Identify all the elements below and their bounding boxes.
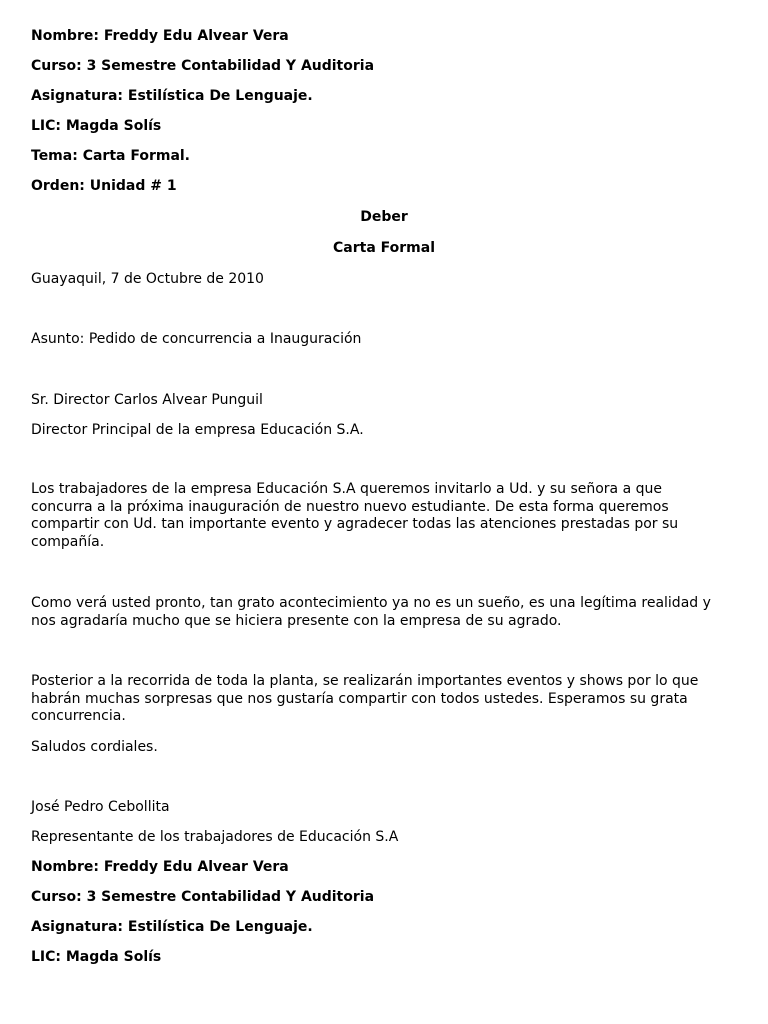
title-deber: Deber xyxy=(360,209,408,225)
recipient-name: Sr. Director Carlos Alvear Punguil xyxy=(31,392,263,408)
signer-name: José Pedro Cebollita xyxy=(31,799,170,815)
paragraph-line: concurrencia. xyxy=(31,708,126,725)
paragraph-line: Los trabajadores de la empresa Educación S.A queremos invitarlo a Ud. y su señora a que xyxy=(31,481,662,497)
letter-closing: Saludos cordiales. xyxy=(31,739,158,755)
paragraph-line: habrán muchas sorpresas que nos gustaría compartir con todos ustedes. Esperamos su grata xyxy=(31,690,688,707)
header-orden: Orden: Unidad # 1 xyxy=(31,178,177,194)
paragraph-line: concurra a la próxima inauguración de nuestro nuevo estudiante. De esta forma queremos xyxy=(31,498,669,515)
footer-lic: LIC: Magda Solís xyxy=(31,949,162,965)
letter-date: Guayaquil, 7 de Octubre de 2010 xyxy=(31,271,264,287)
title-carta-formal: Carta Formal xyxy=(333,240,435,256)
header-curso: Curso: 3 Semestre Contabilidad Y Auditoria xyxy=(31,58,375,74)
paragraph-line: Posterior a la recorrida de toda la planta, se realizarán importantes eventos y shows por lo que xyxy=(31,673,699,689)
footer-nombre: Nombre: Freddy Edu Alvear Vera xyxy=(31,859,289,875)
paragraph-invitation xyxy=(31,481,741,551)
paragraph-line: compañía. xyxy=(31,533,105,550)
signer-title: Representante de los trabajadores de Educación S.A xyxy=(31,829,399,845)
header-tema: Tema: Carta Formal. xyxy=(31,148,191,164)
paragraph-event xyxy=(31,595,741,630)
header-nombre: Nombre: Freddy Edu Alvear Vera xyxy=(31,28,289,44)
header-asignatura: Asignatura: Estilística De Lenguaje. xyxy=(31,88,313,104)
footer-asignatura: Asignatura: Estilística De Lenguaje. xyxy=(31,919,313,935)
footer-curso: Curso: 3 Semestre Contabilidad Y Auditoria xyxy=(31,889,375,905)
header-lic: LIC: Magda Solís xyxy=(31,118,162,134)
paragraph-line: nos agradaría mucho que se hiciera presente con la empresa de su agrado. xyxy=(31,612,562,629)
letter-subject: Asunto: Pedido de concurrencia a Inauguración xyxy=(31,331,362,347)
paragraph-shows xyxy=(31,673,741,726)
paragraph-line: compartir con Ud. tan importante evento y agradecer todas las atenciones prestadas por su xyxy=(31,516,679,533)
recipient-title: Director Principal de la empresa Educación S.A. xyxy=(31,422,364,438)
paragraph-line: Como verá usted pronto, tan grato acontecimiento ya no es un sueño, es una legítima realidad y xyxy=(31,595,711,611)
